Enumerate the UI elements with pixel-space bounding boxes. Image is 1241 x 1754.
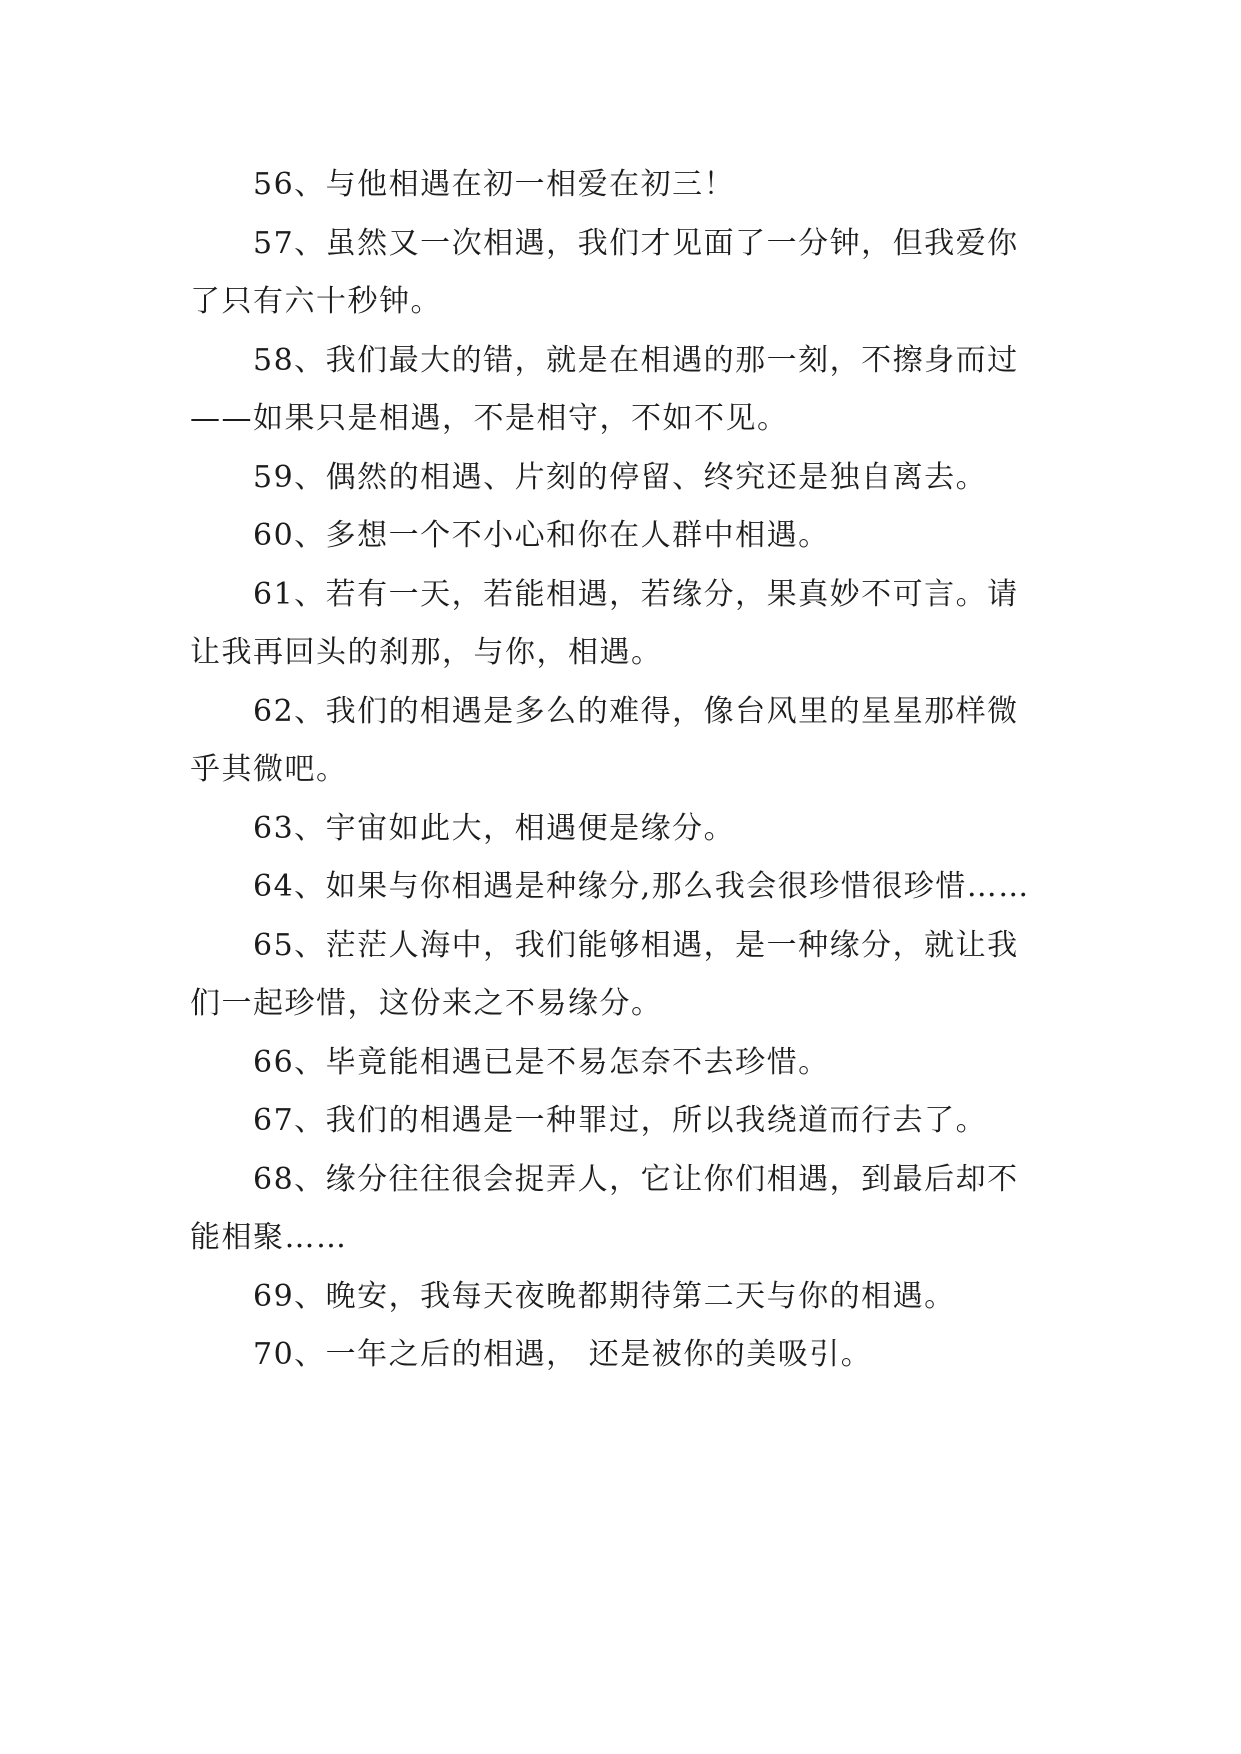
text-line: 能相聚…… xyxy=(190,1220,348,1255)
text-line: ——如果只是相遇，不是相守，不如不见。 xyxy=(190,401,789,436)
text-line: 59、偶然的相遇、片刻的停留、终究还是独自离去。 xyxy=(253,459,988,495)
text-line: 56、与他相遇在初一相爱在初三！ xyxy=(253,167,736,202)
text-line: 69、晚安，我每天夜晚都期待第二天与你的相遇。 xyxy=(253,1278,956,1314)
text-line: 让我再回头的刹那，与你，相遇。 xyxy=(190,635,663,670)
text-line: 乎其微吧。 xyxy=(190,752,348,787)
text-line: 63、宇宙如此大，相遇便是缘分。 xyxy=(253,810,736,846)
text-line: 了只有六十秒钟。 xyxy=(190,284,442,319)
text-block xyxy=(190,156,1050,1385)
text-line: 70、一年之后的相遇， 还是被你的美吸引。 xyxy=(253,1337,873,1372)
text-line: 68、缘分往往很会捉弄人，它让你们相遇，到最后却不 xyxy=(253,1161,1019,1197)
text-line: 60、多想一个不小心和你在人群中相遇。 xyxy=(253,518,830,553)
text-line: 64、如果与你相遇是种缘分,那么我会很珍惜很珍惜…… xyxy=(253,869,1030,904)
text-line: 62、我们的相遇是多么的难得，像台风里的星星那样微 xyxy=(253,693,1019,729)
text-line: 61、若有一天，若能相遇，若缘分，果真妙不可言。请 xyxy=(253,576,1019,612)
text-line: 57、虽然又一次相遇，我们才见面了一分钟，但我爱你 xyxy=(253,225,1019,261)
text-line: 65、茫茫人海中，我们能够相遇，是一种缘分，就让我 xyxy=(253,927,1019,963)
text-line: 们一起珍惜，这份来之不易缘分。 xyxy=(190,986,663,1021)
text-line: 66、毕竟能相遇已是不易怎奈不去珍惜。 xyxy=(253,1044,830,1080)
text-line: 67、我们的相遇是一种罪过，所以我绕道而行去了。 xyxy=(253,1103,988,1138)
text-line: 58、我们最大的错，就是在相遇的那一刻，不擦身而过 xyxy=(253,342,1019,378)
